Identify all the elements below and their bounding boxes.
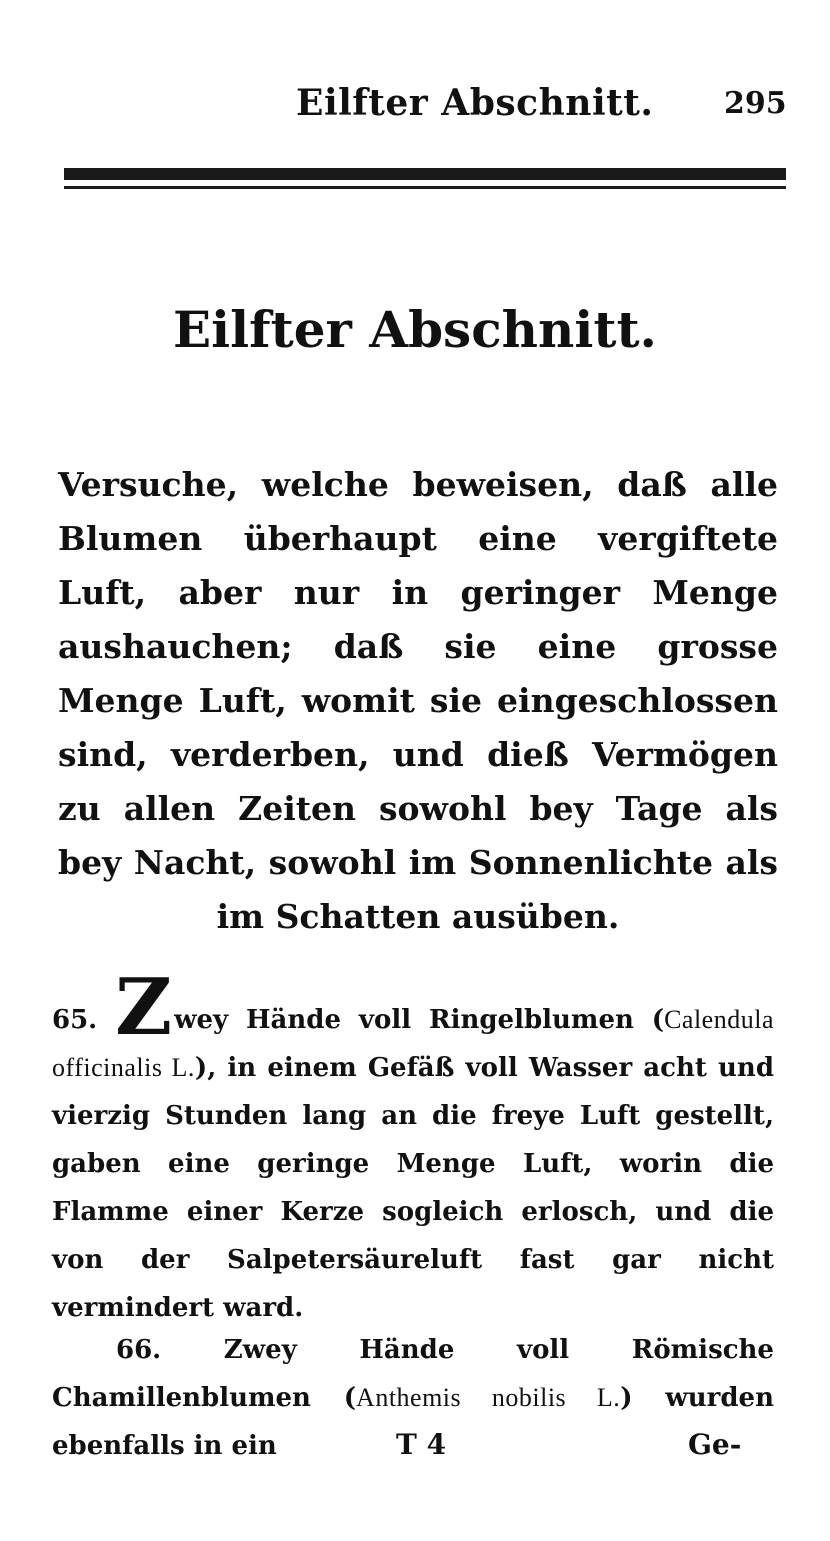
chapter-summary: Versuche, welche beweisen, daß alle Blumen überhaupt eine vergiftete Luft, aber nur in geringer Menge aushauchen; daß sie eine grosse Menge Luft, womit sie eingeschlossen sind, verderben, und dieß Vermögen zu allen Zeiten sowohl bey Tage als bey Nacht, sowohl im Sonnenlichte als im Schatten ausüben. bbox=[58, 465, 778, 936]
drop-cap: Z bbox=[115, 962, 173, 1053]
paragraph-number: 65. bbox=[52, 1005, 98, 1035]
chapter-title: Eilfter Abschnitt. bbox=[173, 300, 657, 359]
latin-name: Anthemis nobilis L. bbox=[356, 1383, 621, 1412]
signature-mark: T 4 bbox=[396, 1428, 447, 1461]
paragraph-text: ), in einem Gefäß voll Wasser acht und vierzig Stunden lang an die freye Luft gestellt, gaben eine geringe Menge Luft, worin die Flamme einer Kerze sogleich erlosch, und die von der Salpetersäureluft fast gar nicht vermindert ward. bbox=[52, 1053, 775, 1323]
page-number: 295 bbox=[724, 86, 787, 121]
catchword: Ge- bbox=[688, 1428, 742, 1461]
header-rule-thick bbox=[64, 168, 786, 180]
paragraph-text: wey Hände voll Ringelblumen ( bbox=[174, 1005, 665, 1035]
paragraph-number: 66. bbox=[116, 1335, 162, 1365]
paragraph-text: ) wurden ebenfalls in ein bbox=[52, 1383, 774, 1461]
latin-name: Calendula officinalis L. bbox=[52, 1005, 774, 1082]
paragraph-text: Zwey Hände voll Römische Chamillenblumen ( bbox=[52, 1335, 774, 1413]
paragraph-65 bbox=[52, 962, 775, 1332]
header-rule-thin bbox=[64, 186, 786, 189]
running-title: Eilfter Abschnitt. bbox=[296, 82, 654, 124]
